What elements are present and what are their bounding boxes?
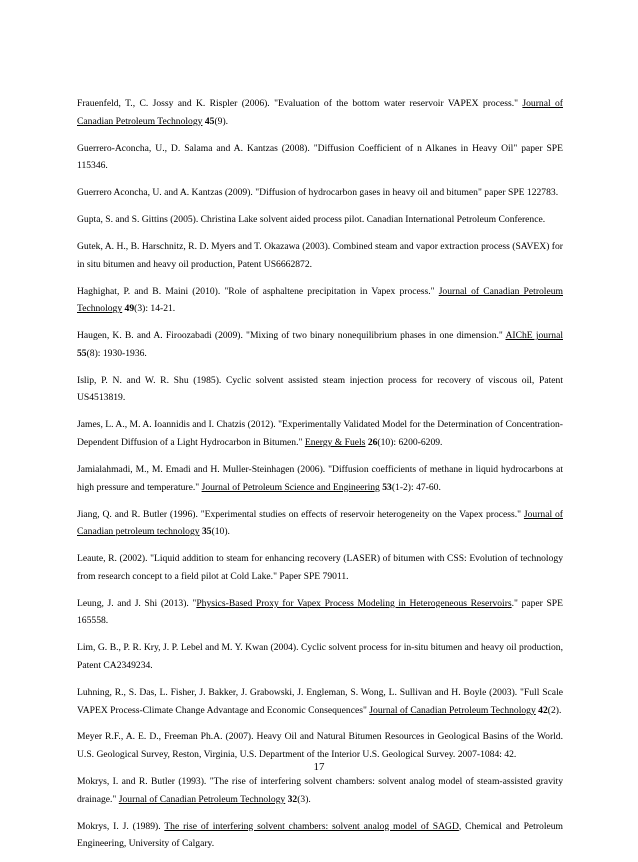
reference-text: Mokrys, I. J. (1989).	[77, 820, 165, 832]
reference-issue: (9).	[214, 115, 229, 127]
page-number: 17	[313, 761, 325, 773]
volume-number: 26	[365, 437, 378, 449]
reference-text: Lim, G. B., P. R. Kry, J. P. Lebel and M. Y. Kwan (2004). Cyclic solvent process for in-situ bitumen and heavy oil production, Patent CA2349234.	[77, 642, 563, 671]
volume-number: 53	[379, 481, 392, 493]
reference-entry	[77, 184, 563, 202]
reference-issue: (8): 1930-1936.	[86, 347, 147, 359]
reference-entry	[77, 818, 563, 853]
reference-text: Jiang, Q. and R. Butler (1996). "Experimental studies on effects of reservoir heterogeneity on the Vapex process."	[77, 508, 524, 520]
reference-entry	[77, 550, 563, 585]
volume-number: 42	[535, 704, 548, 716]
reference-text: Gutek, A. H., B. Harschnitz, R. D. Myers and T. Okazawa (2003). Combined steam and vapor extraction process (SAVEX) for in situ bitumen and heavy oil production, Patent US6662872.	[77, 241, 563, 270]
reference-entry	[77, 461, 563, 496]
thesis-title: The rise of interfering solvent chambers: solvent analog model of SAGD	[164, 820, 459, 832]
reference-text: Mokrys, I. and R. Butler (1993). "The rise of interfering solvent chambers: solvent analog model of steam-assisted gravity drainage."	[77, 776, 563, 805]
reference-entry	[77, 728, 563, 763]
reference-text: Frauenfeld, T., C. Jossy and K. Rispler (2006). "Evaluation of the bottom water reservoir VAPEX process."	[77, 98, 523, 109]
reference-entry	[77, 283, 563, 318]
journal-title: Journal of Petroleum Science and Engineering	[201, 481, 380, 493]
volume-number: 45	[202, 115, 215, 127]
volume-number: 49	[122, 303, 135, 315]
reference-text: Leung, J. and J. Shi (2013). "	[77, 597, 197, 609]
reference-text: Jamialahmadi, M., M. Emadi and H. Muller-Steinhagen (2006). "Diffusion coefficients of methane in liquid hydrocarbons at high pressure and temperature."	[77, 464, 563, 493]
reference-entry	[77, 416, 563, 451]
volume-number: 32	[285, 793, 298, 805]
journal-title: AIChE journal	[505, 330, 563, 342]
reference-issue: ." paper SPE 165558.	[77, 597, 563, 627]
reference-entry	[77, 238, 563, 273]
journal-title: Energy & Fuels	[304, 437, 366, 449]
reference-entry	[77, 140, 563, 175]
journal-title: Journal of Canadian Petroleum Technology	[118, 793, 286, 805]
reference-entry	[77, 211, 563, 229]
reference-entry	[77, 327, 563, 362]
journal-title: Journal of Canadian petroleum technology	[77, 508, 563, 538]
reference-issue: (2).	[547, 704, 562, 716]
reference-text: Haghighat, P. and B. Maini (2010). "Role of asphaltene precipitation in Vapex process."	[77, 285, 439, 297]
volume-number: 55	[77, 347, 87, 359]
reference-entry	[77, 595, 563, 630]
reference-entry	[77, 773, 563, 808]
reference-issue: (1-2): 47-60.	[391, 481, 441, 493]
reference-text: James, L. A., M. A. Ioannidis and I. Chatzis (2012). "Experimentally Validated Model for the Determination of Concentration-Dependent Diffusion of a Light Hydrocarbon in Bitumen."	[77, 419, 563, 449]
reference-text: Gupta, S. and S. Gittins (2005). Christina Lake solvent aided process pilot. Canadian International Petroleum Conference.	[77, 214, 546, 226]
reference-entry	[77, 639, 563, 674]
reference-entry	[77, 372, 563, 407]
reference-list	[77, 95, 563, 862]
reference-issue: (3): 14-21.	[134, 303, 176, 315]
volume-number: 35	[199, 526, 212, 538]
reference-text: Guerrero Aconcha, U. and A. Kantzas (2009). "Diffusion of hydrocarbon gases in heavy oil and bitumen" paper SPE 122783.	[77, 187, 559, 199]
reference-issue: (10).	[211, 526, 230, 538]
reference-text: Luhning, R., S. Das, L. Fisher, J. Bakker, J. Grabowski, J. Engleman, S. Wong, L. Sullivan and H. Boyle (2003). "Full Scale VAPEX Process-Climate Change Advantage and Economic Consequences"	[77, 686, 563, 716]
paper-title: Physics-Based Proxy for Vapex Process Modeling in Heterogeneous Reservoirs	[196, 597, 512, 609]
reference-entry	[77, 506, 563, 541]
journal-title: Journal of Canadian Petroleum Technology	[77, 98, 563, 127]
reference-issue: , Chemical and Petroleum Engineering, University of Calgary.	[77, 820, 563, 850]
reference-issue: (3).	[297, 793, 311, 805]
reference-text: Leaute, R. (2002). "Liquid addition to steam for enhancing recovery (LASER) of bitumen with CSS: Evolution of technology from research concept to a field pilot at Cold Lake." Paper SPE 79011.	[77, 553, 563, 582]
journal-title: Journal of Canadian Petroleum Technology	[77, 285, 563, 315]
reference-text: Meyer R.F., A. E. D., Freeman Ph.A. (2007). Heavy Oil and Natural Bitumen Resources in Geological Basins of the World. U.S. Geological Survey, Reston, Virginia, U.S. Department of the Interior U.S. Geological Survey. 2007-1084: 42.	[77, 731, 563, 761]
reference-text: Haugen, K. B. and A. Firoozabadi (2009). "Mixing of two binary nonequilibrium phases in one dimension."	[77, 330, 506, 342]
reference-issue: (10): 6200-6209.	[377, 437, 443, 449]
reference-text: Guerrero-Aconcha, U., D. Salama and A. Kantzas (2008). "Diffusion Coefficient of n Alkanes in Heavy Oil" paper SPE 115346.	[77, 142, 563, 172]
journal-title: Journal of Canadian Petroleum Technology	[369, 704, 536, 716]
reference-entry	[77, 684, 563, 719]
reference-text: Islip, P. N. and W. R. Shu (1985). Cyclic solvent assisted steam injection process for recovery of viscous oil, Patent US4513819.	[77, 374, 563, 404]
reference-entry	[77, 95, 563, 130]
